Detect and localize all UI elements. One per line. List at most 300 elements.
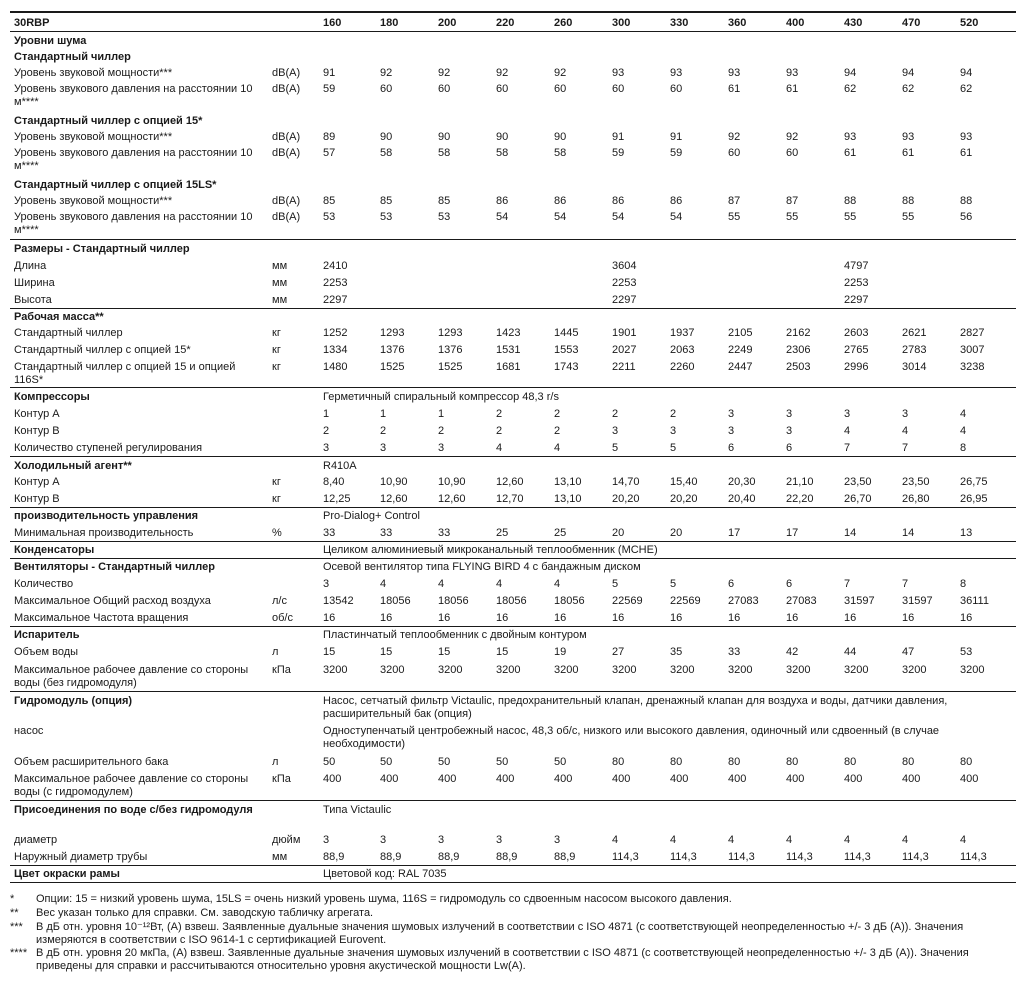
value-cell: 15 (438, 646, 451, 658)
value-cell: 90 (496, 131, 509, 143)
value-cell: 59 (612, 147, 625, 159)
dims-width-row (0, 277, 1024, 294)
noise-opt15ls-power-row (0, 195, 1024, 212)
value-cell: 55 (844, 211, 857, 223)
divider-line (10, 865, 1016, 866)
value-cell: 4 (728, 834, 735, 846)
ctrl-title-row (0, 510, 1024, 527)
value-cell: 18056 (380, 595, 411, 607)
value-cell: 3 (728, 408, 735, 420)
section-title: Стандартный чиллер с опцией 15* (14, 115, 203, 127)
value-cell: 58 (438, 147, 451, 159)
value-cell: 4 (496, 442, 503, 454)
value-cell: 1 (323, 408, 330, 420)
value-cell: 4 (960, 834, 967, 846)
value-cell: 80 (670, 756, 683, 768)
value-cell: 1293 (380, 327, 405, 339)
description: Одноступенчатый центробежный насос, 48,3 об/с, низкого или высокого давления, одиночный или сдвоенный (в случае необходимости) (323, 725, 940, 750)
value-cell: 89 (323, 131, 336, 143)
value-cell: 7 (844, 578, 851, 590)
footnote-text: Опции: 15 = низкий уровень шума, 15LS = очень низкий уровень шума, 116S = гидромодуль со сдвоенным насосом высокого давления. (36, 893, 732, 905)
value-cell: 13,10 (554, 476, 582, 488)
value-cell: 7 (902, 578, 909, 590)
value-cell: 3 (786, 425, 793, 437)
section-title: Конденсаторы (14, 544, 95, 556)
value-cell: 3200 (670, 664, 695, 676)
unit-label: % (272, 527, 282, 539)
value-cell: 2 (323, 425, 330, 437)
value-cell: 92 (786, 131, 799, 143)
evap-vol-row (0, 646, 1024, 663)
description: Насос, сетчатый фильтр Victaulic, предохранительный клапан, дренажный клапан для воздуха и воды, датчики давления, расширительный бак (опция) (323, 695, 948, 720)
value-cell: 3200 (844, 664, 869, 676)
section-title: производительность управления (14, 510, 199, 522)
value-cell: 4797 (844, 260, 869, 272)
value-cell: 58 (380, 147, 393, 159)
value-cell: 3200 (323, 664, 348, 676)
row-label: Контур А (14, 408, 60, 420)
unit-label: кг (272, 327, 281, 339)
value-cell: 2306 (786, 344, 811, 356)
value-cell: 25 (496, 527, 509, 539)
row-label: Стандартный чиллер с опцией 15 и опцией 116S* (14, 361, 236, 386)
row-label: Уровень звуковой мощности*** (14, 195, 173, 207)
fans-title-row (0, 561, 1024, 578)
value-cell: 2 (554, 408, 561, 420)
value-cell: 90 (380, 131, 393, 143)
value-cell: 3200 (554, 664, 579, 676)
value-cell: 4 (960, 408, 967, 420)
row-label: Уровень звукового давления на расстоянии 10 м**** (14, 147, 253, 172)
unit-label: мм (272, 260, 288, 272)
value-cell: 1743 (554, 361, 579, 373)
value-cell: 1480 (323, 361, 348, 373)
size-column-header: 160 (323, 17, 342, 29)
value-cell: 1 (380, 408, 387, 420)
value-cell: 3 (728, 425, 735, 437)
value-cell: 2211 (612, 361, 636, 373)
value-cell: 15 (496, 646, 509, 658)
value-cell: 400 (554, 773, 573, 785)
value-cell: 1681 (496, 361, 521, 373)
value-cell: 18056 (438, 595, 469, 607)
value-cell: 88,9 (496, 851, 518, 863)
value-cell: 2 (554, 425, 561, 437)
footnote-text: В дБ отн. уровня 10⁻¹²Вт, (А) взвеш. Заявленные дуальные значения шумовых излучений в соответствии с ISO 4871 (с соответствующей неопределенностью +/- 3 дБ (А)). Значения измеряются в соответствии с ISO 9614-1 с сертификацией Eurovent. (36, 921, 964, 946)
description: Цветовой код: RAL 7035 (323, 868, 447, 880)
section-title: Испаритель (14, 629, 80, 641)
value-cell: 1445 (554, 327, 579, 339)
value-cell: 88,9 (323, 851, 345, 863)
section-title: Холодильный агент** (14, 460, 132, 472)
value-cell: 4 (902, 834, 909, 846)
value-cell: 2996 (844, 361, 869, 373)
value-cell: 18056 (496, 595, 527, 607)
unit-label: dB(A) (272, 131, 301, 143)
value-cell: 1 (438, 408, 445, 420)
value-cell: 85 (380, 195, 393, 207)
value-cell: 8 (960, 442, 967, 454)
section-title: Стандартный чиллер с опцией 15LS* (14, 179, 217, 191)
value-cell: 62 (960, 83, 973, 95)
noise-opt15-pressure-row (0, 147, 1024, 172)
value-cell: 3604 (612, 260, 637, 272)
value-cell: 92 (438, 67, 451, 79)
row-label: Ширина (14, 277, 55, 289)
unit-label: л (272, 756, 279, 768)
value-cell: 2 (380, 425, 387, 437)
unit-label: dB(A) (272, 83, 301, 95)
value-cell: 3 (438, 834, 445, 846)
value-cell: 4 (554, 442, 561, 454)
value-cell: 2 (438, 425, 445, 437)
value-cell: 54 (670, 211, 683, 223)
value-cell: 3 (670, 425, 677, 437)
row-label: Наружный диаметр трубы (14, 851, 148, 863)
value-cell: 1553 (554, 344, 579, 356)
value-cell: 31597 (844, 595, 875, 607)
hydro-title-row (0, 695, 1024, 720)
value-cell: 3200 (380, 664, 405, 676)
footnote-text: В дБ отн. уровня 20 мкПа, (А) взвеш. Заявленные дуальные значения шумовых излучений в соответствии с ISO 4871 (с соответствующей неопределенностью +/- 3 дБ (А)). Значения приведены для справки и рассчитываются относительно уровня акустической мощности Lw(A). (36, 947, 969, 972)
value-cell: 85 (323, 195, 336, 207)
value-cell: 92 (554, 67, 567, 79)
value-cell: 33 (380, 527, 393, 539)
divider-line (10, 691, 1016, 692)
value-cell: 80 (844, 756, 857, 768)
value-cell: 2 (612, 408, 619, 420)
evap-title-row (0, 629, 1024, 646)
unit-label: мм (272, 851, 288, 863)
row-label: Количество ступеней регулирования (14, 442, 203, 454)
value-cell: 7 (902, 442, 909, 454)
unit-label: л (272, 646, 279, 658)
unit-label: дюйм (272, 834, 301, 846)
unit-label: кПа (272, 773, 291, 785)
value-cell: 62 (902, 83, 915, 95)
description: Осевой вентилятор типа FLYING BIRD 4 с бандажным диском (323, 561, 641, 573)
value-cell: 400 (323, 773, 342, 785)
section-title: Рабочая масса** (14, 311, 104, 323)
value-cell: 61 (728, 83, 741, 95)
value-cell: 400 (670, 773, 689, 785)
value-cell: 3 (554, 834, 561, 846)
value-cell: 13542 (323, 595, 354, 607)
size-column-header: 220 (496, 17, 515, 29)
section-title: Стандартный чиллер (14, 51, 131, 63)
value-cell: 4 (438, 578, 445, 590)
value-cell: 4 (496, 578, 503, 590)
value-cell: 35 (670, 646, 683, 658)
value-cell: 94 (960, 67, 973, 79)
value-cell: 8 (960, 578, 967, 590)
divider-line (10, 456, 1016, 457)
value-cell: 57 (323, 147, 336, 159)
value-cell: 3200 (438, 664, 463, 676)
value-cell: 25 (554, 527, 567, 539)
value-cell: 91 (323, 67, 336, 79)
value-cell: 54 (496, 211, 509, 223)
value-cell: 16 (438, 612, 451, 624)
noise-std-pressure-row (0, 83, 1024, 108)
value-cell: 400 (786, 773, 805, 785)
row-label: Количество (14, 578, 74, 590)
value-cell: 114,3 (728, 851, 755, 863)
value-cell: 16 (670, 612, 683, 624)
value-cell: 17 (728, 527, 741, 539)
refr-title-row (0, 460, 1024, 477)
unit-label: л/с (272, 595, 287, 607)
divider-line (10, 558, 1016, 559)
row-label: Максимальное рабочее давление со стороны воды (с гидромодулем) (14, 773, 249, 798)
value-cell: 60 (380, 83, 393, 95)
value-cell: 88 (960, 195, 973, 207)
value-cell: 88 (902, 195, 915, 207)
value-cell: 58 (496, 147, 509, 159)
value-cell: 50 (496, 756, 509, 768)
mass-opt15-row (0, 344, 1024, 361)
value-cell: 400 (380, 773, 399, 785)
row-label: Длина (14, 260, 47, 272)
value-cell: 13 (960, 527, 973, 539)
row-label: Стандартный чиллер с опцией 15* (14, 344, 191, 356)
value-cell: 2297 (844, 294, 869, 306)
value-cell: 20,30 (728, 476, 756, 488)
row-label: Контур В (14, 425, 60, 437)
value-cell: 21,10 (786, 476, 814, 488)
unit-label: мм (272, 294, 288, 306)
value-cell: 56 (960, 211, 973, 223)
row-label: Уровень звукового давления на расстоянии 10 м**** (14, 83, 253, 108)
unit-label: мм (272, 277, 288, 289)
value-cell: 2447 (728, 361, 753, 373)
section-title: Цвет окраски рамы (14, 868, 120, 880)
footnote-mark: * (10, 893, 15, 905)
value-cell: 53 (960, 646, 973, 658)
value-cell: 6 (786, 442, 793, 454)
value-cell: 2827 (960, 327, 985, 339)
value-cell: 5 (612, 442, 619, 454)
value-cell: 60 (438, 83, 451, 95)
value-cell: 8,40 (323, 476, 345, 488)
footnote-text: Вес указан только для справки. См. заводскую табличку агрегата. (36, 907, 374, 919)
value-cell: 60 (554, 83, 567, 95)
value-cell: 3200 (728, 664, 753, 676)
value-cell: 86 (554, 195, 567, 207)
value-cell: 4 (844, 425, 851, 437)
value-cell: 400 (612, 773, 631, 785)
description: Герметичный спиральный компрессор 48,3 r/s (323, 391, 559, 403)
value-cell: 2297 (323, 294, 348, 306)
value-cell: 90 (438, 131, 451, 143)
value-cell: 400 (496, 773, 515, 785)
value-cell: 2260 (670, 361, 695, 373)
size-column-header: 330 (670, 17, 689, 29)
value-cell: 3 (844, 408, 851, 420)
value-cell: 26,70 (844, 493, 872, 505)
value-cell: 3 (323, 442, 330, 454)
value-cell: 91 (670, 131, 683, 143)
value-cell: 114,3 (612, 851, 639, 863)
value-cell: 16 (786, 612, 799, 624)
value-cell: 18056 (554, 595, 585, 607)
value-cell: 92 (380, 67, 393, 79)
unit-label: кг (272, 361, 281, 373)
value-cell: 3238 (960, 361, 985, 373)
fans-qty-row (0, 578, 1024, 595)
size-column-header: 430 (844, 17, 863, 29)
row-label: Максимальное Частота вращения (14, 612, 189, 624)
value-cell: 50 (438, 756, 451, 768)
value-cell: 2253 (612, 277, 637, 289)
value-cell: 1937 (670, 327, 695, 339)
value-cell: 4 (612, 834, 619, 846)
size-column-header: 360 (728, 17, 747, 29)
conn-dia-row (0, 834, 1024, 851)
value-cell: 27083 (728, 595, 759, 607)
value-cell: 2783 (902, 344, 927, 356)
value-cell: 10,90 (380, 476, 408, 488)
size-column-header: 200 (438, 17, 457, 29)
value-cell: 3 (612, 425, 619, 437)
value-cell: 94 (902, 67, 915, 79)
value-cell: 22569 (670, 595, 701, 607)
value-cell: 88 (844, 195, 857, 207)
value-cell: 23,50 (902, 476, 930, 488)
dims-title (0, 243, 1024, 260)
unit-label: об/с (272, 612, 293, 624)
value-cell: 59 (670, 147, 683, 159)
value-cell: 62 (844, 83, 857, 95)
mass-opt116-row (0, 361, 1024, 386)
value-cell: 17 (786, 527, 799, 539)
value-cell: 22569 (612, 595, 643, 607)
value-cell: 60 (670, 83, 683, 95)
value-cell: 1531 (496, 344, 521, 356)
value-cell: 33 (438, 527, 451, 539)
hydro-pump-row (0, 725, 1024, 750)
section-title: Присоединения по воде с/без гидромодуля (14, 804, 253, 816)
section-title: Компрессоры (14, 391, 90, 403)
value-cell: 93 (612, 67, 625, 79)
value-cell: 16 (496, 612, 509, 624)
value-cell: 3 (323, 578, 330, 590)
value-cell: 5 (670, 442, 677, 454)
value-cell: 94 (844, 67, 857, 79)
value-cell: 60 (786, 147, 799, 159)
value-cell: 4 (902, 425, 909, 437)
value-cell: 53 (323, 211, 336, 223)
comp-b-row (0, 425, 1024, 442)
value-cell: 2105 (728, 327, 753, 339)
divider-line (10, 626, 1016, 627)
value-cell: 3 (902, 408, 909, 420)
value-cell: 1252 (323, 327, 348, 339)
description: Типа Victaulic (323, 804, 392, 816)
value-cell: 47 (902, 646, 915, 658)
value-cell: 114,3 (786, 851, 813, 863)
value-cell: 2 (496, 408, 503, 420)
value-cell: 2603 (844, 327, 869, 339)
value-cell: 10,90 (438, 476, 466, 488)
value-cell: 26,95 (960, 493, 988, 505)
row-label: Уровень звуковой мощности*** (14, 67, 173, 79)
value-cell: 3 (380, 442, 387, 454)
value-cell: 3200 (786, 664, 811, 676)
value-cell: 400 (438, 773, 457, 785)
unit-label: кг (272, 493, 281, 505)
value-cell: 53 (380, 211, 393, 223)
value-cell: 42 (786, 646, 799, 658)
hydro-press-row (0, 773, 1024, 798)
row-label: Объем воды (14, 646, 79, 658)
value-cell: 80 (960, 756, 973, 768)
value-cell: 2 (670, 408, 677, 420)
description: Pro-Dialog+ Control (323, 510, 420, 522)
value-cell: 55 (728, 211, 741, 223)
mass-std-row (0, 327, 1024, 344)
value-cell: 1901 (612, 327, 637, 339)
value-cell: 19 (554, 646, 567, 658)
value-cell: 3 (496, 834, 503, 846)
value-cell: 6 (728, 578, 735, 590)
value-cell: 60 (612, 83, 625, 95)
refr-a-row (0, 476, 1024, 493)
value-cell: 31597 (902, 595, 933, 607)
unit-label: кг (272, 344, 281, 356)
model-label: 30RBP (14, 17, 50, 29)
comp-a-row (0, 408, 1024, 425)
value-cell: 27 (612, 646, 625, 658)
value-cell: 6 (786, 578, 793, 590)
value-cell: 1525 (380, 361, 405, 373)
value-cell: 26,75 (960, 476, 988, 488)
value-cell: 2063 (670, 344, 695, 356)
value-cell: 88,9 (438, 851, 460, 863)
divider-line (10, 882, 1016, 883)
value-cell: 1423 (496, 327, 521, 339)
value-cell: 16 (728, 612, 741, 624)
value-cell: 92 (496, 67, 509, 79)
value-cell: 3 (323, 834, 330, 846)
description: Целиком алюминиевый микроканальный теплообменник (MCHE) (323, 544, 658, 556)
description: R410A (323, 460, 357, 472)
divider-line (10, 308, 1016, 309)
value-cell: 16 (612, 612, 625, 624)
value-cell: 36111 (960, 595, 989, 607)
value-cell: 3 (438, 442, 445, 454)
value-cell: 3200 (612, 664, 637, 676)
value-cell: 6 (728, 442, 735, 454)
unit-label: dB(A) (272, 67, 301, 79)
value-cell: 114,3 (902, 851, 929, 863)
value-cell: 2297 (612, 294, 637, 306)
value-cell: 93 (844, 131, 857, 143)
value-cell: 93 (670, 67, 683, 79)
value-cell: 4 (554, 578, 561, 590)
value-cell: 93 (902, 131, 915, 143)
value-cell: 80 (612, 756, 625, 768)
value-cell: 2253 (844, 277, 869, 289)
value-cell: 16 (554, 612, 567, 624)
comp-title-row (0, 391, 1024, 408)
noise-section-title (0, 35, 1024, 52)
value-cell: 20,20 (612, 493, 640, 505)
value-cell: 12,60 (380, 493, 408, 505)
size-column-header: 300 (612, 17, 631, 29)
value-cell: 3007 (960, 344, 985, 356)
size-column-header: 260 (554, 17, 573, 29)
